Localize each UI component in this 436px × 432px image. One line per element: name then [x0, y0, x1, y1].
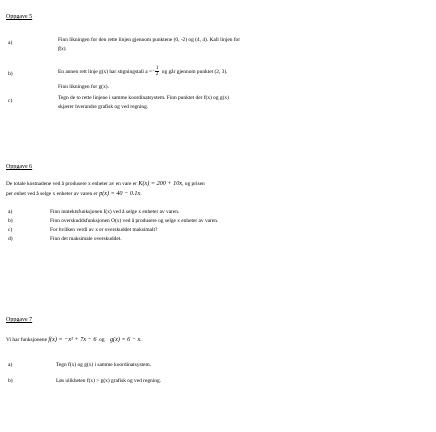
oppgave-5-a-line1: Finn likningen for den rette linjen gjennom punktene (0, -2) og (4, 4). Kall linjen for [58, 37, 241, 43]
oppgave-5-c-label: c) [8, 98, 13, 104]
oppgave-6-intro1-part1: De totale kostnadene ved å produsere x enheter av en vare er [6, 181, 137, 187]
oppgave-5-a-line2: f(x). [58, 46, 67, 52]
oppgave-6-intro1-part2: , og prisen [182, 181, 205, 187]
oppgave-7-b-label: b) [8, 378, 13, 384]
oppgave-5-b-label: b) [8, 71, 13, 77]
oppgave-6-c-text: For hvilken verdi av x er overskuddet maksimalt? [50, 227, 158, 233]
price-function-formula: p(x) = 40 − 0.1x [99, 190, 141, 197]
oppgave-5-title: Oppgave 5 [6, 14, 33, 20]
oppgave-6-c-label: c) [8, 227, 13, 233]
oppgave-5-b-line1 [58, 66, 227, 78]
f-function-formula: f(x) = −x² + 7x − 6 [48, 336, 97, 343]
slope-fraction-sign: − [152, 69, 155, 75]
oppgave-6-b-label: b) [8, 218, 13, 224]
oppgave-7-b-text: Løs ulikheten f(x) > g(x) grafisk og ved regning. [56, 378, 161, 384]
oppgave-6-d-label: d) [8, 236, 13, 242]
oppgave-5-b-part1: En annen rett linje g(x) har stigningstall a = [58, 69, 153, 75]
oppgave-7-title: Oppgave 7 [6, 317, 33, 323]
g-function-formula: g(x) = 6 − x. [109, 336, 142, 343]
slope-fraction-numerator: 1 [155, 66, 159, 72]
oppgave-6-intro-line1 [6, 180, 205, 188]
oppgave-7-intro [6, 336, 142, 344]
oppgave-6-intro2-part1: per enhet ved å selge x enheter av varen er [6, 191, 98, 197]
oppgave-5-c-line2: skjærer hverandre grafisk og ved regning. [58, 104, 149, 110]
slope-fraction [152, 66, 159, 77]
oppgave-6-intro2-part2: . [140, 191, 142, 197]
oppgave-6-intro-line2 [6, 190, 142, 198]
oppgave-5-c-line1: Tegn de to rette linjene i samme koordinatsystem. Finn punktet der f(x) og g(x) [58, 95, 229, 101]
oppgave-7-intro-og: og [99, 337, 105, 343]
oppgave-7-a-text: Tegn f(x) og g(x) i samme koordinatsystem. [56, 362, 151, 368]
oppgave-6-b-text: Finn overskuddsfunksjonen O(x) ved å produsere og selge x enheter av varen. [50, 218, 219, 224]
oppgave-5-b-line2: Finn likningen for g(x). [58, 84, 109, 90]
oppgave-7-intro-part1: Vi har funksjonene [6, 337, 47, 343]
cost-function-formula: K(x) = 200 + 10x [138, 180, 183, 187]
oppgave-7-a-label: a) [8, 362, 13, 368]
oppgave-6-title: Oppgave 6 [6, 164, 33, 170]
oppgave-6-a-text: Finn inntektsfunksjonen I(x) ved å selge x enheter av varen. [50, 209, 180, 215]
oppgave-5-a-label: a) [8, 40, 13, 46]
oppgave-6-a-label: a) [8, 209, 13, 215]
oppgave-5-b-part2: og går gjennom punktet (2, 3). [161, 69, 228, 75]
slope-fraction-denominator: 2 [155, 72, 159, 78]
oppgave-6-d-text: Finn det maksimale overskuddet. [50, 236, 122, 242]
